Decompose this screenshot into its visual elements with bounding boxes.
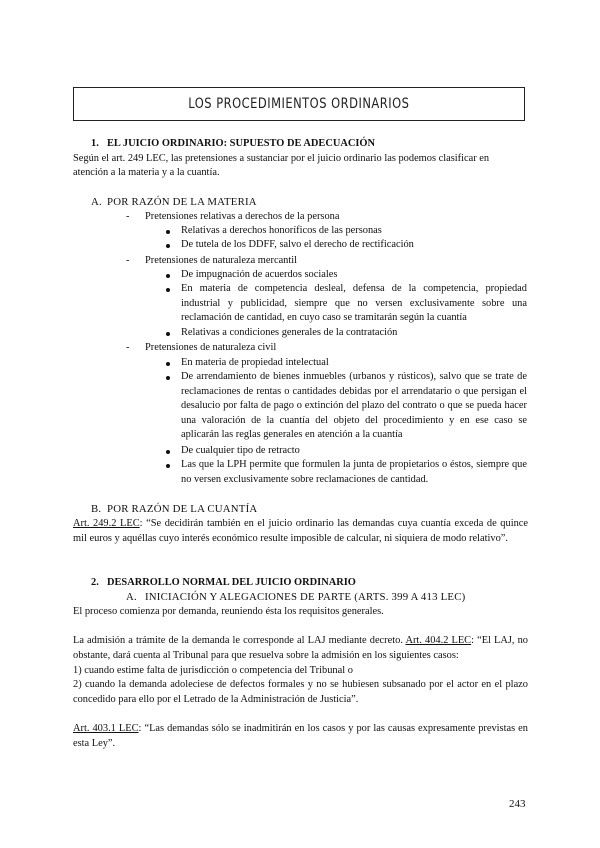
subB-label: B. [91, 503, 102, 515]
bullet-icon [166, 362, 170, 366]
bullet-icon [166, 450, 170, 454]
group3-dash: - [126, 342, 130, 353]
subB-paragraph [73, 517, 528, 546]
group1-label: Pretensiones relativas a derechos de la persona [145, 211, 340, 222]
subA-label: A. [91, 196, 102, 208]
section1-heading: EL JUICIO ORDINARIO: SUPUESTO DE ADECUACIÓN [107, 138, 375, 149]
bullet-icon [166, 244, 170, 248]
subA-heading: POR RAZÓN DE LA MATERIA [107, 196, 257, 208]
group3-item3: De cualquier tipo de retracto [181, 445, 300, 456]
section2-heading: DESARROLLO NORMAL DEL JUICIO ORDINARIO [107, 577, 356, 588]
section2-p3-ref: Art. 403.1 LEC [73, 723, 139, 734]
group2-dash: - [126, 255, 130, 266]
group1-dash: - [126, 211, 130, 222]
section2-p3-post: : “Las demandas sólo se inadmitirán en los casos y por las causas expresamente previstas en esta Ley”. [73, 723, 528, 749]
section2-subA-heading: INICIACIÓN Y ALEGACIONES DE PARTE (ARTS. 399 A 413 LEC) [145, 591, 466, 603]
section1-intro-line1: Según el art. 249 LEC, las pretensiones a sustanciar por el juicio ordinario las podemos clasificar en [73, 153, 490, 164]
section2-p2-ref: Art. 404.2 LEC [405, 635, 472, 646]
group2-item3: Relativas a condiciones generales de la contratación [181, 327, 398, 338]
section2-p2-post: : “El LAJ, no obstante, dará cuenta al Tribunal para que resuelva sobre la admisión en los siguientes casos: [73, 635, 528, 661]
page-title: LOS PROCEDIMIENTOS ORDINARIOS [188, 95, 410, 112]
group3-label: Pretensiones de naturaleza civil [145, 342, 277, 353]
bullet-icon [166, 230, 170, 234]
section2-number: 2. [91, 577, 99, 588]
subB-heading: POR RAZÓN DE LA CUANTÍA [107, 503, 258, 515]
group3-item2: De arrendamiento de bienes inmuebles (urbanos y rústicos), salvo que se trate de reclamaciones de rentas o cantidades debidas por el arrendatario o que persigan el desalucio por falta de pago o extinción del plazo del contrato o que se pueda hacer una valoración de la cuantía del objeto del procedimiento y en ese caso se aplicarán las reglas generales en atención a la cuantía [181, 371, 527, 441]
group3-item4: Las que la LPH permite que formulen la junta de propietarios o éstos, siempre que no versen exclusivamente sobre reclamaciones de cantidad. [181, 459, 527, 485]
bullet-icon [166, 464, 170, 468]
bullet-icon [166, 274, 170, 278]
subB-ref: Art. 249.2 LEC [73, 518, 140, 529]
subB-quote: : “Se decidirán también en el juicio ordinario las demandas cuya cuantía exceda de quince mil euros y aquéllas cuyo interés económico resulte imposible de calcular, ni siquiera de modo relativo”. [73, 518, 529, 544]
group3-item1: En materia de propiedad intelectual [181, 357, 329, 368]
section1-number: 1. [91, 138, 99, 149]
section2-p2-item2: 2) cuando la demanda adoleciese de defectos formales y no se hubiesen subsanado por el actor en el plazo concedido para ello por el Letrado de la Administración de Justicia”. [73, 679, 528, 705]
bullet-icon [166, 288, 170, 292]
section2-p3 [73, 722, 528, 751]
bullet-icon [166, 332, 170, 336]
section2-subA-label: A. [126, 591, 137, 603]
section2-p2-pre: La admisión a trámite de la demanda le corresponde al LAJ mediante decreto. [73, 635, 403, 646]
section2-p2-item1: 1) cuando estime falta de jurisdicción o competencia del Tribunal o [73, 665, 353, 676]
group2-label: Pretensiones de naturaleza mercantil [145, 255, 298, 266]
group2-item1: De impugnación de acuerdos sociales [181, 269, 338, 280]
group2-item2: En materia de competencia desleal, defensa de la competencia, propiedad industrial y publicidad, siempre que no versen exclusivamente sobre una reclamación de cantidad, en cuyo caso se tramitarán según la cuantía [181, 283, 527, 324]
section2-p2 [73, 634, 528, 663]
page-title-box [73, 87, 525, 121]
section1-intro-line2: atención a la materia y a la cuantía. [73, 167, 220, 178]
section2-p1: El proceso comienza por demanda, reuniendo ésta los requisitos generales. [73, 606, 384, 617]
bullet-icon [166, 376, 170, 380]
page-number: 243 [509, 798, 526, 810]
group1-item1: Relativas a derechos honoríficos de las personas [181, 225, 382, 236]
group1-item2: De tutela de los DDFF, salvo el derecho de rectificación [181, 239, 414, 250]
